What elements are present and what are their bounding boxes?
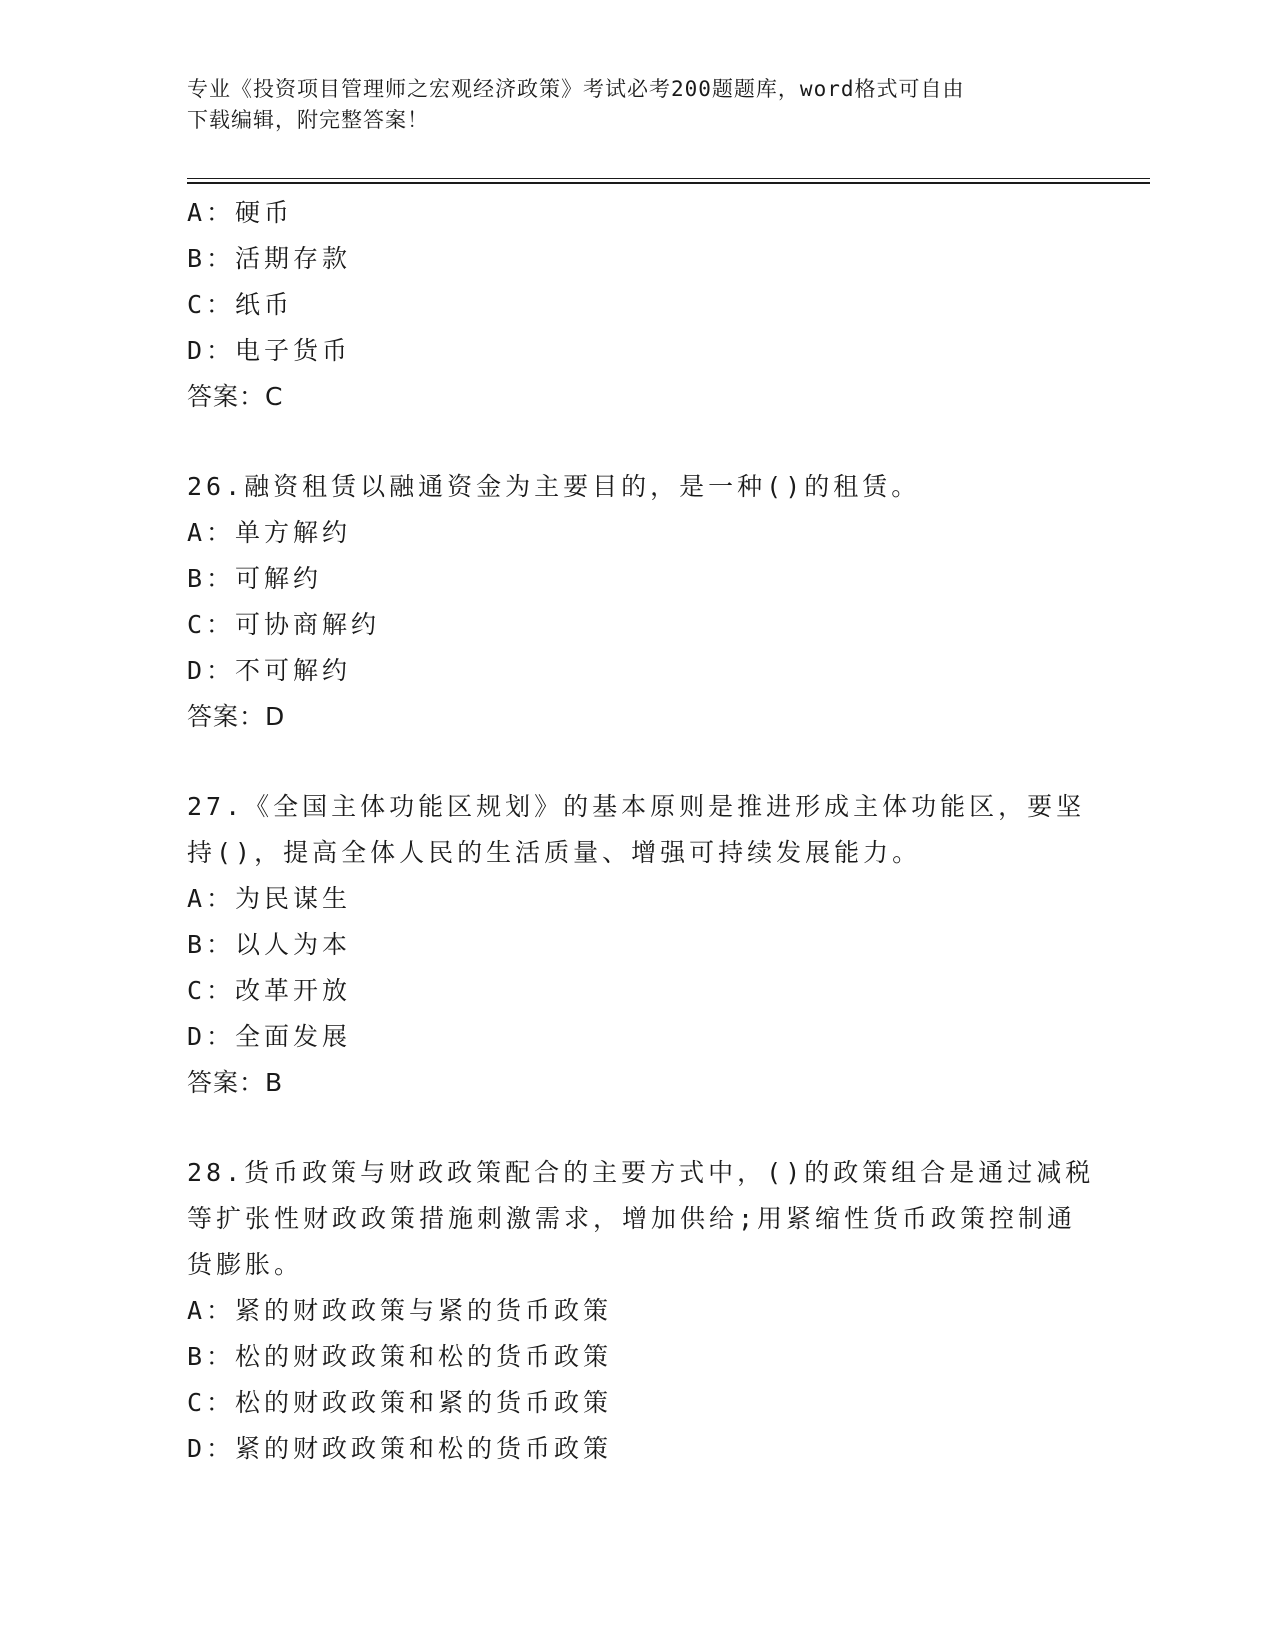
option-c: C：纸币 (187, 290, 294, 319)
option-c: C：改革开放 (187, 976, 352, 1005)
header-rule-thin (187, 178, 1150, 179)
question-26 (187, 464, 1087, 740)
option-c: C：松的财政政策和紧的货币政策 (187, 1388, 613, 1417)
question-text-line-1: 27.《全国主体功能区规划》的基本原则是推进形成主体功能区，要坚 (187, 792, 1086, 821)
option-a: A：为民谋生 (187, 884, 352, 913)
question-text-line-2: 持()，提高全体人民的生活质量、增强可持续发展能力。 (187, 838, 922, 867)
question-text-line-1: 28.货币政策与财政政策配合的主要方式中，()的政策组合是通过减税 (187, 1158, 1095, 1187)
header-rule-thick (187, 182, 1150, 184)
question-text-line-3: 货膨胀。 (187, 1250, 304, 1279)
question-28 (187, 1150, 1095, 1472)
option-b: B：松的财政政策和松的货币政策 (187, 1342, 613, 1371)
header-line-2: 下载编辑，附完整答案！ (187, 108, 429, 132)
question-text: 26.融资租赁以融通资金为主要目的，是一种()的租赁。 (187, 472, 921, 501)
option-b: B：以人为本 (187, 930, 352, 959)
option-a: A：硬币 (187, 198, 294, 227)
option-d: D：不可解约 (187, 656, 352, 685)
header-line-1: 专业《投资项目管理师之宏观经济政策》考试必考200题题库，word格式可自由 (187, 77, 965, 101)
option-b: B：活期存款 (187, 244, 352, 273)
question-list (187, 190, 1095, 1472)
option-b: B：可解约 (187, 564, 323, 593)
document-header (187, 74, 1067, 136)
option-a: A：单方解约 (187, 518, 352, 547)
option-d: D：紧的财政政策和松的货币政策 (187, 1434, 613, 1463)
option-a: A：紧的财政政策与紧的货币政策 (187, 1296, 613, 1325)
question-25 (187, 190, 1087, 420)
question-27 (187, 784, 1087, 1106)
question-text-line-2: 等扩张性财政政策措施刺激需求，增加供给;用紧缩性货币政策控制通 (187, 1204, 1077, 1233)
answer: 答案：D (187, 702, 286, 731)
option-d: D：全面发展 (187, 1022, 352, 1051)
option-c: C：可协商解约 (187, 610, 381, 639)
answer: 答案：B (187, 1068, 284, 1097)
answer: 答案：C (187, 382, 284, 411)
option-d: D：电子货币 (187, 336, 352, 365)
